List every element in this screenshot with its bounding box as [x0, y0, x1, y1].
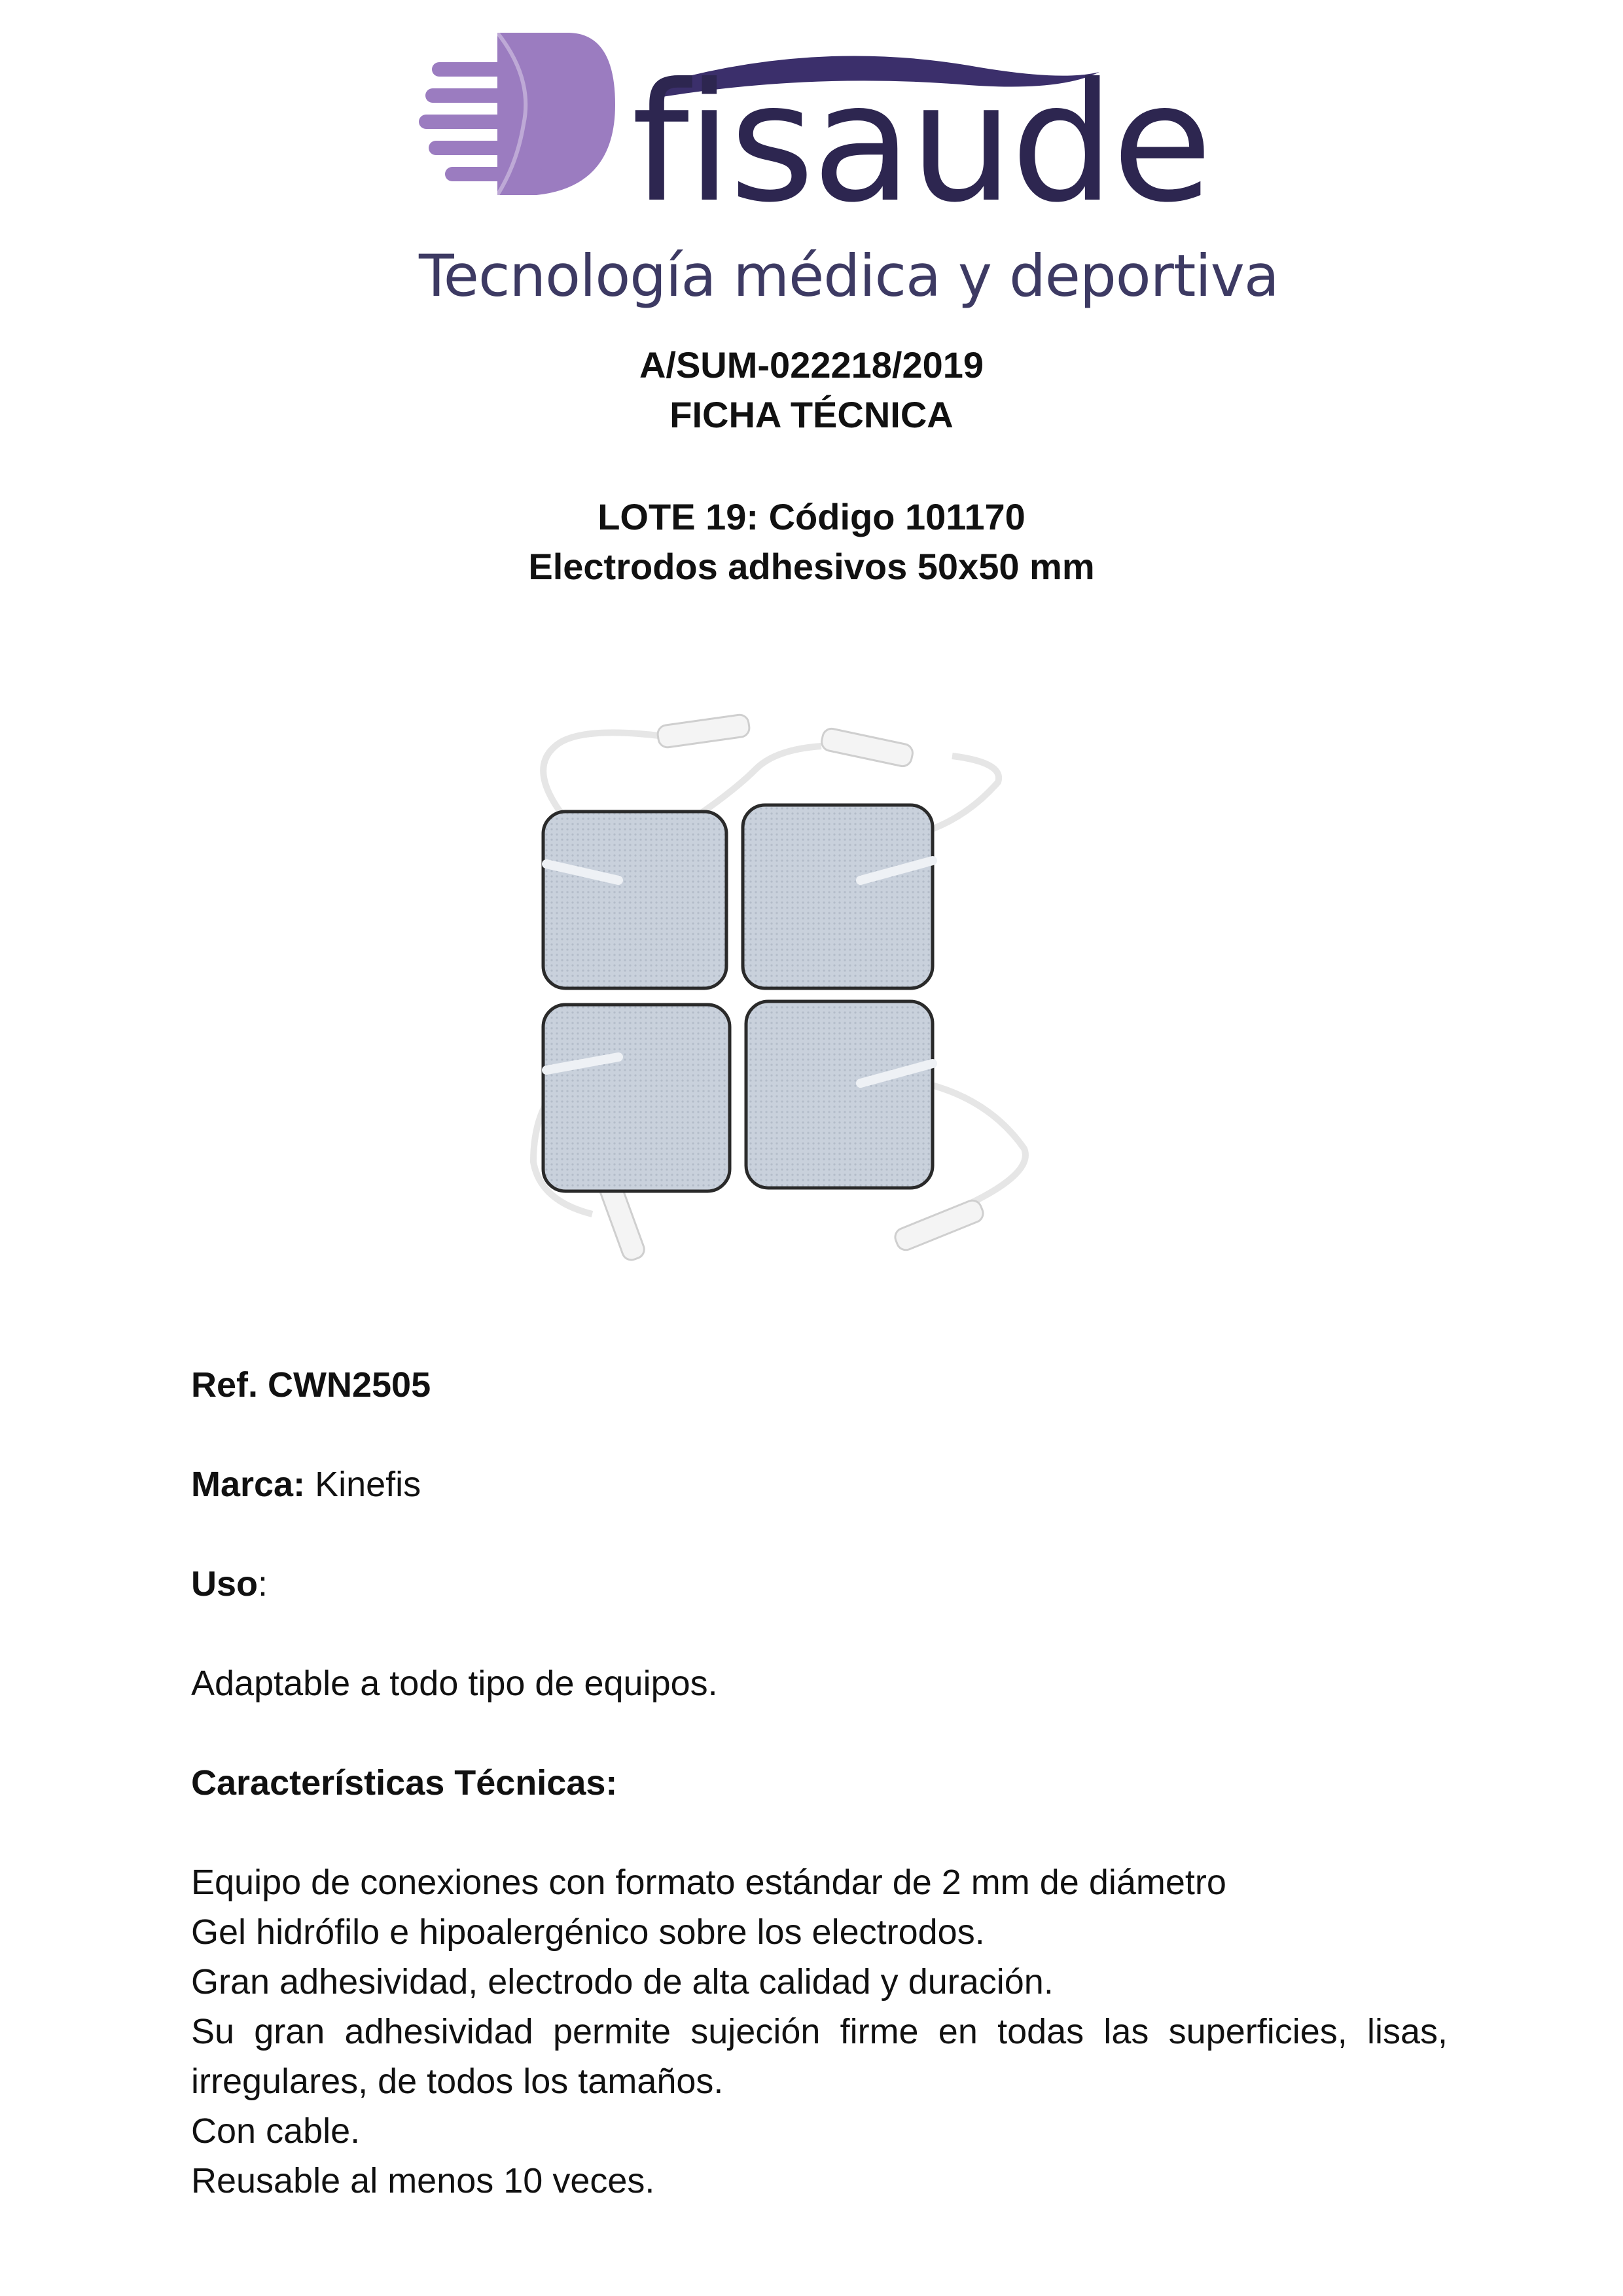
- product-title: Electrodos adhesivos 50x50 mm: [528, 546, 1095, 587]
- feature-list: [191, 1857, 1448, 2206]
- feature-item: Gel hidrófilo e hipoalergénico sobre los electrodos.: [191, 1912, 985, 1952]
- uso-colon: :: [258, 1564, 268, 1604]
- document-type: FICHA TÉCNICA: [669, 394, 954, 435]
- uso-line: [191, 1559, 1500, 1609]
- brand-tagline: Tecnología médica y deportiva: [419, 242, 1279, 310]
- feature-item: Reusable al menos 10 veces.: [191, 2161, 655, 2200]
- brand-wordmark: fisaude: [632, 48, 1210, 238]
- reference-code: A/SUM-022218/2019: [639, 344, 984, 386]
- document-header: [0, 340, 1623, 440]
- uso-description: Adaptable a todo tipo de equipos.: [191, 1664, 718, 1703]
- feature-item: Su gran adhesividad permite sujeción firme en todas las superficies, lisas, irregulares, de todos los tamaños.: [191, 2012, 1448, 2101]
- uso-label: Uso: [191, 1564, 259, 1604]
- caracteristicas-heading: Características Técnicas:: [191, 1763, 618, 1803]
- lot-header: [0, 492, 1623, 592]
- hand-logo-icon: [419, 33, 615, 195]
- feature-item: Equipo de conexiones con formato estándar de 2 mm de diámetro: [191, 1863, 1226, 1902]
- feature-item: Gran adhesividad, electrodo de alta calidad y duración.: [191, 1962, 1054, 2001]
- electrode-pads-image: [481, 638, 1142, 1299]
- brand-line: [191, 1460, 1500, 1509]
- product-reference: Ref. CWN2505: [191, 1365, 431, 1405]
- marca-value: Kinefis: [305, 1465, 421, 1504]
- feature-item: Con cable.: [191, 2111, 361, 2151]
- lot-code: LOTE 19: Código 101170: [597, 496, 1026, 537]
- marca-label: Marca:: [191, 1465, 306, 1504]
